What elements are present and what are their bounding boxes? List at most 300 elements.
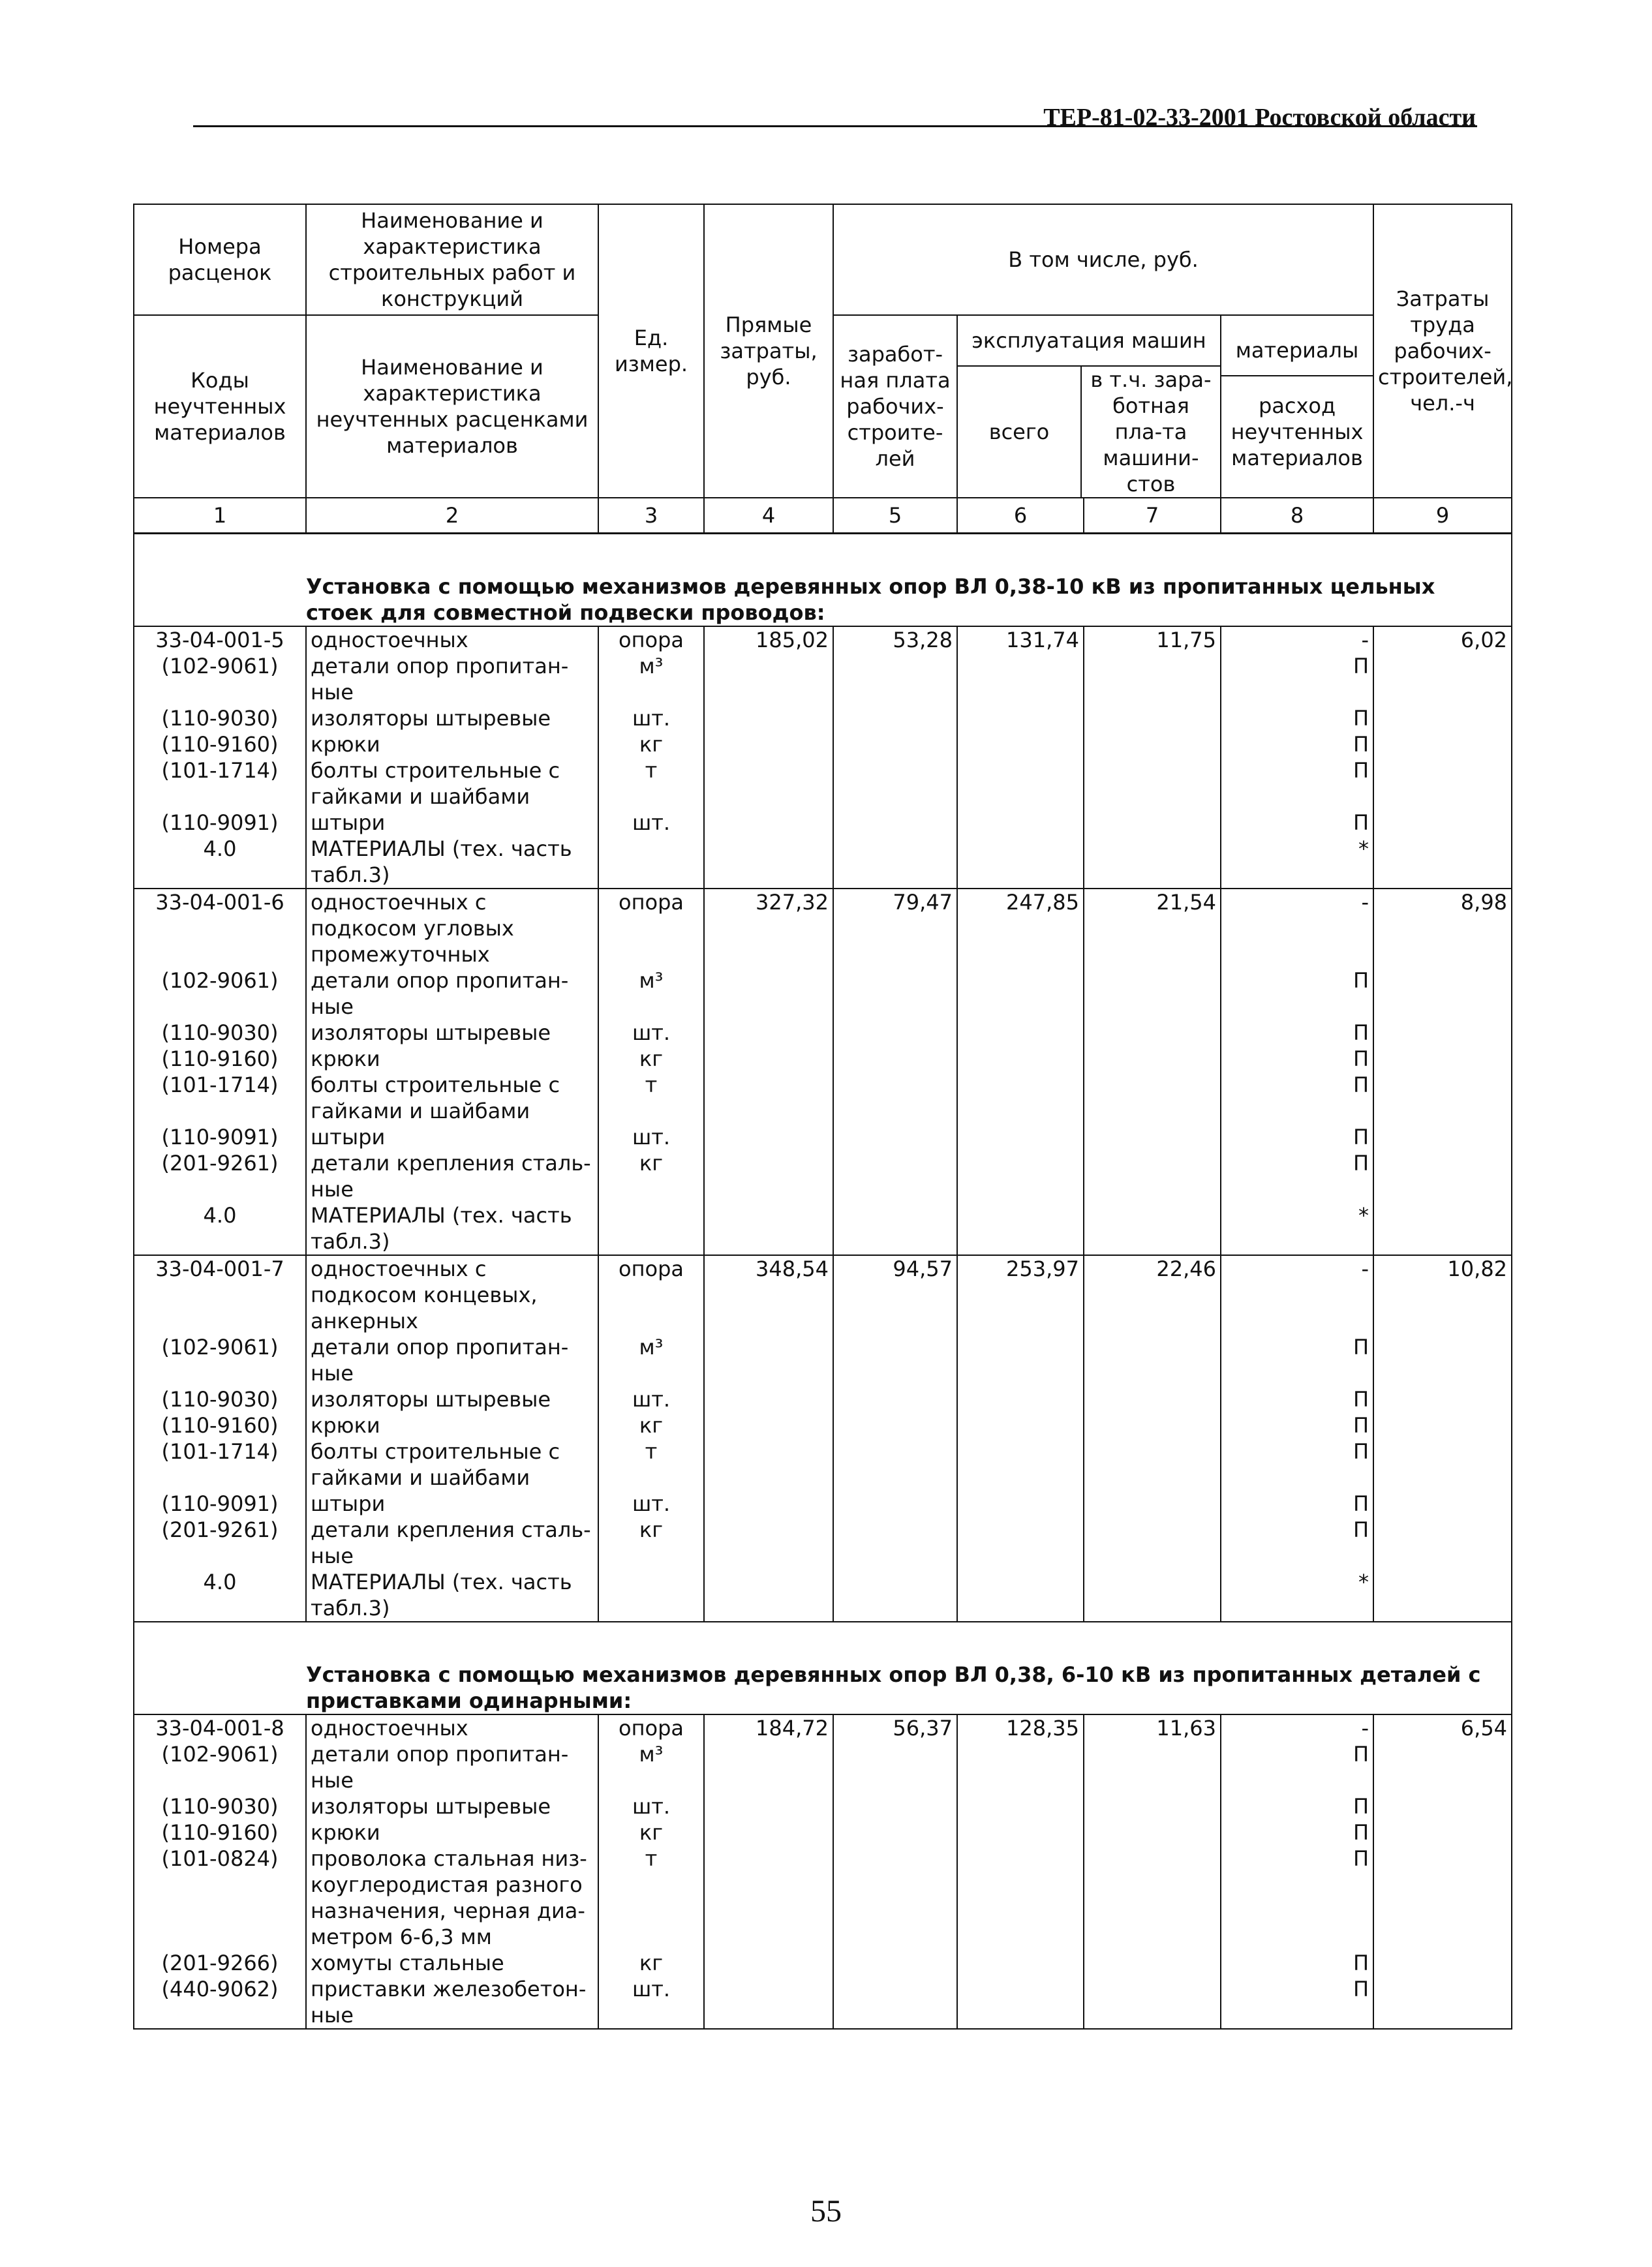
description-cell: проволока стальная низ-коуглеродистая разного назначения, черная диа-метром 6-6,3 мм: [306, 1846, 598, 1950]
wages-cell: [833, 1950, 957, 1976]
wages-cell: [833, 1793, 957, 1819]
col-number: 8: [1221, 498, 1373, 534]
description-cell: крюки: [306, 731, 598, 757]
machines-total-cell: [957, 810, 1084, 836]
machinist-wages-cell: [1084, 1976, 1221, 2029]
machinist-wages-cell: [1084, 1438, 1221, 1491]
machinist-wages-cell: [1084, 1046, 1221, 1072]
header-col3: Ед. измер.: [598, 204, 704, 498]
unit-cell: шт.: [598, 1491, 704, 1517]
direct-cost-cell: [704, 1072, 833, 1124]
direct-cost-cell: [704, 731, 833, 757]
rate-code-cell: 33-04-001-7: [134, 1255, 306, 1334]
rate-code-cell: 4.0: [134, 1202, 306, 1255]
labor-cell: [1373, 1386, 1512, 1412]
labor-cell: [1373, 1020, 1512, 1046]
rate-code-cell: (110-9160): [134, 731, 306, 757]
col-number: 4: [704, 498, 833, 534]
unit-cell: кг: [598, 1517, 704, 1569]
wages-cell: [833, 1334, 957, 1386]
wages-cell: [833, 1046, 957, 1072]
labor-cell: [1373, 1741, 1512, 1793]
unit-cell: м³: [598, 1334, 704, 1386]
rate-code-cell: (101-1714): [134, 1438, 306, 1491]
description-cell: приставки железобетон-ные: [306, 1976, 598, 2029]
labor-cell: [1373, 1046, 1512, 1072]
table-row: [134, 1334, 1512, 1386]
table-row: [134, 1517, 1512, 1569]
labor-cell: [1373, 1517, 1512, 1569]
description-cell: изоляторы штыревые: [306, 1793, 598, 1819]
direct-cost-cell: [704, 705, 833, 731]
unit-cell: [598, 836, 704, 889]
materials-cell: -: [1221, 889, 1373, 967]
section-heading-row: [134, 534, 1512, 627]
table-row: [134, 1793, 1512, 1819]
machines-total-cell: [957, 1150, 1084, 1202]
unit-cell: кг: [598, 1819, 704, 1846]
materials-cell: П: [1221, 1072, 1373, 1124]
section-heading-row: [134, 1622, 1512, 1714]
unit-cell: шт.: [598, 705, 704, 731]
header-col2-top: Наименование и характеристика строительных работ и конструкций: [306, 204, 598, 315]
materials-cell: -: [1221, 1255, 1373, 1334]
table-row: [134, 731, 1512, 757]
machinist-wages-cell: [1084, 1569, 1221, 1622]
materials-cell: П: [1221, 1412, 1373, 1438]
unit-cell: шт.: [598, 1976, 704, 2029]
table-row: [134, 653, 1512, 705]
labor-cell: [1373, 1569, 1512, 1622]
materials-cell: П: [1221, 705, 1373, 731]
machines-total-cell: [957, 1569, 1084, 1622]
table-row: [134, 1386, 1512, 1412]
table-row: [134, 1202, 1512, 1255]
direct-cost-cell: 185,02: [704, 626, 833, 653]
col-number: 6: [957, 498, 1084, 534]
table-row: [134, 1020, 1512, 1046]
direct-cost-cell: [704, 1569, 833, 1622]
wages-cell: 79,47: [833, 889, 957, 967]
materials-cell: П: [1221, 810, 1373, 836]
wages-cell: [833, 1072, 957, 1124]
unit-cell: шт.: [598, 1124, 704, 1150]
machines-total-cell: 131,74: [957, 626, 1084, 653]
machines-total-cell: [957, 1950, 1084, 1976]
materials-cell: П: [1221, 1950, 1373, 1976]
description-cell: МАТЕРИАЛЫ (тех. часть табл.3): [306, 1569, 598, 1622]
machinist-wages-cell: [1084, 757, 1221, 810]
unit-cell: т: [598, 1438, 704, 1491]
machinist-wages-cell: [1084, 1793, 1221, 1819]
unit-cell: кг: [598, 1046, 704, 1072]
unit-cell: опора: [598, 626, 704, 653]
machinist-wages-cell: [1084, 836, 1221, 889]
rate-code-cell: (110-9030): [134, 1386, 306, 1412]
header-col4: Прямые затраты, руб.: [704, 204, 833, 498]
unit-cell: м³: [598, 653, 704, 705]
section-heading-spacer: [134, 534, 306, 627]
machinist-wages-cell: [1084, 1517, 1221, 1569]
direct-cost-cell: [704, 1976, 833, 2029]
wages-cell: [833, 1386, 957, 1412]
machinist-wages-cell: [1084, 1386, 1221, 1412]
rates-table: [133, 204, 1512, 2030]
rate-code-cell: (110-9030): [134, 1793, 306, 1819]
labor-cell: [1373, 1950, 1512, 1976]
materials-cell: П: [1221, 757, 1373, 810]
table-row: [134, 1569, 1512, 1622]
machines-total-cell: [957, 1793, 1084, 1819]
direct-cost-cell: [704, 1202, 833, 1255]
labor-cell: [1373, 1793, 1512, 1819]
machines-total-cell: [957, 653, 1084, 705]
machines-total-cell: 128,35: [957, 1714, 1084, 1741]
rate-code-cell: (201-9261): [134, 1150, 306, 1202]
header-col7: в т.ч. зара-ботная пла-та машини-стов: [1090, 367, 1212, 496]
labor-cell: [1373, 1846, 1512, 1950]
wages-cell: [833, 967, 957, 1020]
labor-cell: [1373, 1412, 1512, 1438]
machines-total-cell: [957, 1072, 1084, 1124]
description-cell: штыри: [306, 1491, 598, 1517]
machines-total-cell: [957, 1819, 1084, 1846]
materials-cell: -: [1221, 626, 1373, 653]
rate-code-cell: (201-9266): [134, 1950, 306, 1976]
description-cell: штыри: [306, 1124, 598, 1150]
description-cell: детали опор пропитан-ные: [306, 1741, 598, 1793]
wages-cell: [833, 1569, 957, 1622]
direct-cost-cell: [704, 1334, 833, 1386]
rate-code-cell: (110-9160): [134, 1819, 306, 1846]
direct-cost-cell: [704, 1046, 833, 1072]
header-col6: всего: [958, 366, 1081, 497]
header-materials: [1221, 315, 1373, 498]
unit-cell: шт.: [598, 1793, 704, 1819]
machines-total-cell: [957, 1124, 1084, 1150]
materials-cell: П: [1221, 1020, 1373, 1046]
wages-cell: [833, 757, 957, 810]
header-materials-label: материалы: [1221, 326, 1373, 376]
description-cell: штыри: [306, 810, 598, 836]
description-cell: крюки: [306, 1046, 598, 1072]
labor-cell: [1373, 810, 1512, 836]
machines-total-cell: [957, 836, 1084, 889]
unit-cell: м³: [598, 1741, 704, 1793]
description-cell: болты строительные с гайками и шайбами: [306, 1072, 598, 1124]
direct-cost-cell: [704, 1386, 833, 1412]
wages-cell: [833, 1202, 957, 1255]
rate-code-cell: (110-9160): [134, 1412, 306, 1438]
unit-cell: [598, 1202, 704, 1255]
table-row: [134, 889, 1512, 967]
materials-cell: П: [1221, 731, 1373, 757]
wages-cell: [833, 1741, 957, 1793]
materials-cell: *: [1221, 1202, 1373, 1255]
direct-cost-cell: 327,32: [704, 889, 833, 967]
materials-cell: -: [1221, 1714, 1373, 1741]
direct-cost-cell: [704, 967, 833, 1020]
wages-cell: [833, 1020, 957, 1046]
description-cell: детали опор пропитан-ные: [306, 1334, 598, 1386]
table-row: [134, 757, 1512, 810]
materials-cell: П: [1221, 1846, 1373, 1950]
labor-cell: [1373, 731, 1512, 757]
table-row: [134, 1046, 1512, 1072]
direct-cost-cell: [704, 1950, 833, 1976]
unit-cell: опора: [598, 1714, 704, 1741]
machines-total-cell: [957, 1491, 1084, 1517]
direct-cost-cell: [704, 1819, 833, 1846]
description-cell: МАТЕРИАЛЫ (тех. часть табл.3): [306, 1202, 598, 1255]
labor-cell: [1373, 1976, 1512, 2029]
table-row: [134, 1124, 1512, 1150]
direct-cost-cell: [704, 1438, 833, 1491]
description-cell: детали крепления сталь-ные: [306, 1517, 598, 1569]
machinist-wages-cell: 21,54: [1084, 889, 1221, 967]
materials-cell: П: [1221, 967, 1373, 1020]
unit-cell: кг: [598, 1412, 704, 1438]
unit-cell: шт.: [598, 810, 704, 836]
materials-cell: П: [1221, 1793, 1373, 1819]
rate-code-cell: 4.0: [134, 1569, 306, 1622]
rate-code-cell: (201-9261): [134, 1517, 306, 1569]
labor-cell: 6,02: [1373, 626, 1512, 653]
machinist-wages-cell: [1084, 1150, 1221, 1202]
machinist-wages-cell: [1084, 1741, 1221, 1793]
unit-cell: шт.: [598, 1020, 704, 1046]
description-cell: одностоечных: [306, 626, 598, 653]
labor-cell: [1373, 1491, 1512, 1517]
direct-cost-cell: [704, 1741, 833, 1793]
machinist-wages-cell: [1084, 1846, 1221, 1950]
col-number: 3: [598, 498, 704, 534]
description-cell: изоляторы штыревые: [306, 705, 598, 731]
table-row: [134, 1150, 1512, 1202]
header-rule: [193, 125, 1477, 127]
unit-cell: опора: [598, 889, 704, 967]
machinist-wages-cell: [1084, 967, 1221, 1020]
machines-total-cell: [957, 757, 1084, 810]
labor-cell: [1373, 1124, 1512, 1150]
materials-cell: П: [1221, 1819, 1373, 1846]
labor-cell: 8,98: [1373, 889, 1512, 967]
description-cell: детали крепления сталь-ные: [306, 1150, 598, 1202]
materials-cell: П: [1221, 1334, 1373, 1386]
direct-cost-cell: [704, 653, 833, 705]
unit-cell: т: [598, 1846, 704, 1950]
machinist-wages-cell: [1084, 1950, 1221, 1976]
machines-total-cell: [957, 1741, 1084, 1793]
rate-code-cell: (110-9091): [134, 1124, 306, 1150]
table-row: [134, 836, 1512, 889]
table-body: [134, 534, 1512, 2030]
machines-total-cell: [957, 1517, 1084, 1569]
direct-cost-cell: 348,54: [704, 1255, 833, 1334]
machinist-wages-cell: [1084, 1819, 1221, 1846]
machinist-wages-cell: [1084, 1334, 1221, 1386]
machines-total-cell: [957, 1976, 1084, 2029]
wages-cell: [833, 1124, 957, 1150]
description-cell: болты строительные с гайками и шайбами: [306, 1438, 598, 1491]
direct-cost-cell: [704, 1846, 833, 1950]
unit-cell: м³: [598, 967, 704, 1020]
wages-cell: [833, 1150, 957, 1202]
description-cell: одностоечных: [306, 1714, 598, 1741]
direct-cost-cell: [704, 1491, 833, 1517]
rate-code-cell: 33-04-001-8: [134, 1714, 306, 1741]
section-heading: Установка с помощью механизмов деревянных опор ВЛ 0,38-10 кВ из пропитанных цельных стоек для совместной подвески проводов:: [306, 534, 1512, 627]
labor-cell: [1373, 705, 1512, 731]
wages-cell: [833, 1819, 957, 1846]
machinist-wages-cell: 22,46: [1084, 1255, 1221, 1334]
wages-cell: [833, 1491, 957, 1517]
materials-cell: П: [1221, 1046, 1373, 1072]
description-cell: крюки: [306, 1412, 598, 1438]
header-col9: Затраты труда рабочих-строителей, чел.-ч: [1373, 204, 1512, 498]
rate-code-cell: (110-9030): [134, 1020, 306, 1046]
table-row: [134, 1491, 1512, 1517]
direct-cost-cell: [704, 1150, 833, 1202]
machines-subtable: [958, 316, 1220, 497]
machines-total-cell: 253,97: [957, 1255, 1084, 1334]
machines-total-cell: [957, 1020, 1084, 1046]
header-machines: [957, 315, 1221, 498]
rate-code-cell: (102-9061): [134, 653, 306, 705]
direct-cost-cell: [704, 1124, 833, 1150]
machines-total-cell: [957, 731, 1084, 757]
unit-cell: [598, 1569, 704, 1622]
document-title: ТЕР-81-02-33-2001 Ростовской области: [1043, 104, 1476, 131]
rate-code-cell: (102-9061): [134, 1741, 306, 1793]
wages-cell: 94,57: [833, 1255, 957, 1334]
labor-cell: [1373, 1150, 1512, 1202]
rate-code-cell: (102-9061): [134, 1334, 306, 1386]
materials-cell: *: [1221, 836, 1373, 889]
unit-cell: кг: [598, 731, 704, 757]
machinist-wages-cell: [1084, 1124, 1221, 1150]
header-col1-bottom: Коды неучтенных материалов: [134, 315, 306, 498]
rate-code-cell: (102-9061): [134, 967, 306, 1020]
description-cell: одностоечных с подкосом угловых промежуточных: [306, 889, 598, 967]
wages-cell: [833, 836, 957, 889]
rate-code-cell: (110-9160): [134, 1046, 306, 1072]
rate-code-cell: 4.0: [134, 836, 306, 889]
direct-cost-cell: [704, 836, 833, 889]
machinist-wages-cell: [1084, 653, 1221, 705]
wages-cell: [833, 1976, 957, 2029]
machinist-wages-cell: [1084, 1020, 1221, 1046]
rate-code-cell: 33-04-001-5: [134, 626, 306, 653]
rate-code-cell: (110-9091): [134, 810, 306, 836]
materials-cell: *: [1221, 1569, 1373, 1622]
header-col1-top: Номера расценок: [134, 204, 306, 315]
machinist-wages-cell: [1084, 1412, 1221, 1438]
rate-code-cell: (110-9030): [134, 705, 306, 731]
wages-cell: 53,28: [833, 626, 957, 653]
machines-total-cell: [957, 1334, 1084, 1386]
labor-cell: [1373, 1438, 1512, 1491]
header-group: В том числе, руб.: [833, 204, 1373, 315]
machinist-wages-cell: [1084, 705, 1221, 731]
materials-cell: П: [1221, 1438, 1373, 1491]
labor-cell: 10,82: [1373, 1255, 1512, 1334]
table-row: [134, 626, 1512, 653]
labor-cell: 6,54: [1373, 1714, 1512, 1741]
materials-cell: П: [1221, 1124, 1373, 1150]
description-cell: изоляторы штыревые: [306, 1020, 598, 1046]
labor-cell: [1373, 757, 1512, 810]
table-row: [134, 1950, 1512, 1976]
header-col8: расход неучтенных материалов: [1231, 393, 1364, 470]
page-number: 55: [810, 2194, 842, 2229]
machinist-wages-cell: [1084, 731, 1221, 757]
description-cell: хомуты стальные: [306, 1950, 598, 1976]
table-row: [134, 1976, 1512, 2029]
section-heading: Установка с помощью механизмов деревянных опор ВЛ 0,38, 6-10 кВ из пропитанных деталей с приставками одинарными:: [306, 1622, 1512, 1714]
unit-cell: т: [598, 1072, 704, 1124]
wages-cell: [833, 810, 957, 836]
rate-code-cell: (101-0824): [134, 1846, 306, 1950]
table-row: [134, 1714, 1512, 1741]
direct-cost-cell: [704, 810, 833, 836]
header-col5: заработ-ная плата рабочих-строите-лей: [833, 315, 957, 498]
machines-total-cell: 247,85: [957, 889, 1084, 967]
unit-cell: шт.: [598, 1386, 704, 1412]
rate-code-cell: (101-1714): [134, 757, 306, 810]
table-row: [134, 810, 1512, 836]
col-number: 2: [306, 498, 598, 534]
table-row: [134, 1819, 1512, 1846]
labor-cell: [1373, 836, 1512, 889]
table-header: [134, 204, 1512, 534]
table-row: [134, 1255, 1512, 1334]
labor-cell: [1373, 1334, 1512, 1386]
direct-cost-cell: [704, 1020, 833, 1046]
machinist-wages-cell: 11,75: [1084, 626, 1221, 653]
direct-cost-cell: [704, 1517, 833, 1569]
rate-code-cell: (101-1714): [134, 1072, 306, 1124]
machines-total-cell: [957, 1412, 1084, 1438]
machines-total-cell: [957, 1846, 1084, 1950]
description-cell: детали опор пропитан-ные: [306, 967, 598, 1020]
machinist-wages-cell: [1084, 1202, 1221, 1255]
wages-cell: [833, 731, 957, 757]
col-number: 7: [1084, 498, 1221, 534]
direct-cost-cell: [704, 1793, 833, 1819]
wages-cell: [833, 1517, 957, 1569]
description-cell: одностоечных с подкосом концевых, анкерных: [306, 1255, 598, 1334]
machinist-wages-cell: [1084, 810, 1221, 836]
description-cell: детали опор пропитан-ные: [306, 653, 598, 705]
col-number: 9: [1373, 498, 1512, 534]
materials-cell: П: [1221, 1517, 1373, 1569]
direct-cost-cell: 184,72: [704, 1714, 833, 1741]
labor-cell: [1373, 1072, 1512, 1124]
rate-code-cell: 33-04-001-6: [134, 889, 306, 967]
machinist-wages-cell: [1084, 1072, 1221, 1124]
table-row: [134, 1741, 1512, 1793]
table-row: [134, 1846, 1512, 1950]
direct-cost-cell: [704, 757, 833, 810]
description-cell: МАТЕРИАЛЫ (тех. часть табл.3): [306, 836, 598, 889]
col-number: 1: [134, 498, 306, 534]
machines-total-cell: [957, 967, 1084, 1020]
materials-subtable: [1221, 326, 1373, 487]
wages-cell: [833, 1412, 957, 1438]
machines-total-cell: [957, 1202, 1084, 1255]
table-row: [134, 1438, 1512, 1491]
